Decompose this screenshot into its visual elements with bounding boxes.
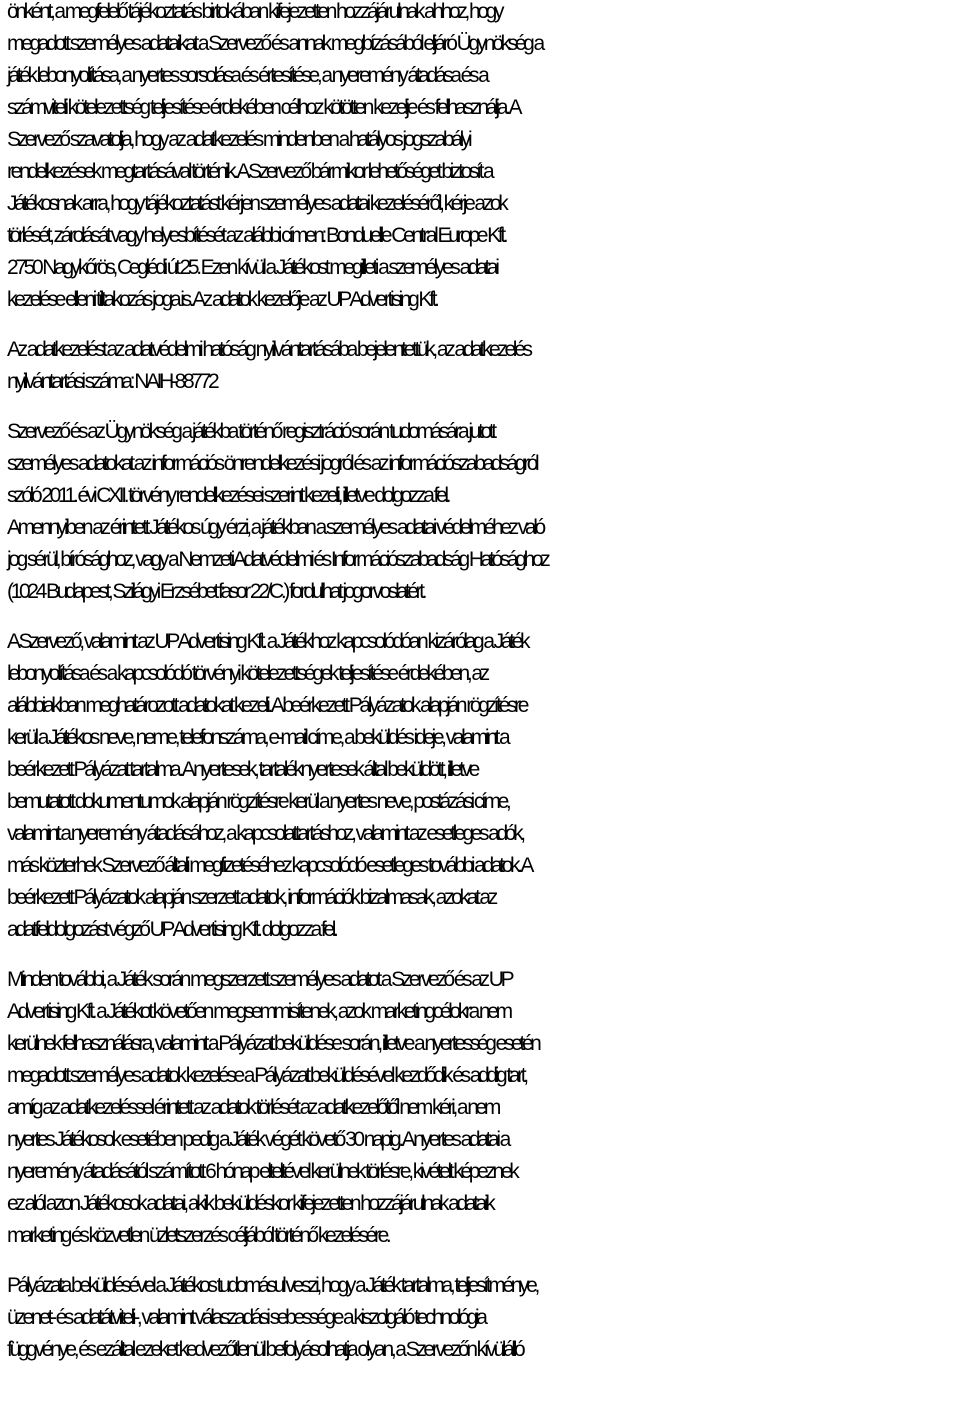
text-line: megadott személyes adatok kezelése a Pályázat beküldésével kezdődik és addig tart, [7, 1064, 526, 1087]
text-line: jog sérül, bírósághoz, vagy a Nemzeti Adatvédelmi és Információszabadság Hatósághoz [7, 548, 548, 571]
paragraph-6 [7, 1270, 955, 1366]
text-line: megadott személyes adataikat a Szervező és annak megbízásából eljáró Ügynökség a [7, 32, 542, 55]
text-line: nyertes Játékosok esetében pedig a Játék végét követő 30 napig. A nyertes adatai a [7, 1128, 508, 1151]
paragraph-spacer [7, 316, 955, 334]
paragraph-4 [7, 626, 955, 946]
text-line: függvénye, és ezáltal ezeket kedvezőtlenül befolyásolhatja olyan, a Szervezőn kívülálló [7, 1338, 523, 1361]
text-line: nyeremény átadásától számított 6 hónap elteltével kerülnek törlésre, kivételt képeznek [7, 1160, 517, 1183]
text-line: Szervező szavatolja, hogy az adatkezelés mindenben a hatályos jogszabályi [7, 128, 470, 151]
text-line: törlését, zárolását vagy helyesbítését az alábbi címen: Bonduelle Central Europe Kft. [7, 224, 506, 247]
text-line: rendelkezések megtartásával történik. A Szervező bármikor lehetőséget biztosít a [7, 160, 492, 183]
text-line: Advertising Kft. a Játékot követően megsemmisítenek, azok marketingcélokra nem [7, 1000, 510, 1023]
paragraph-spacer [7, 398, 955, 416]
document-page [7, 0, 955, 1366]
text-line: szóló 2011. évi CXII. törvény rendelkezései szerint kezeli, illetve dolgozza fel. [7, 484, 449, 507]
text-line: bemutatott dokumentumok alapján rögzítésre kerül a nyertes neve, postázási címe, [7, 790, 509, 813]
paragraph-spacer [7, 608, 955, 626]
text-line: kerül a Játékos neve, neme, telefonszáma, e-mail címe, a beküldés ideje, valamint a [7, 726, 508, 749]
text-line: A Szervező, valamint az UP Advertising Kft. a Játékhoz kapcsolódóan kizárólag a Játék [7, 630, 528, 653]
text-line: számviteli kötelezettség teljesítése érdekében célhoz kötötten kezelje és felhasználja. A [7, 96, 520, 119]
text-line: lebonyolítása és a kapcsolódó törvényi kötelezettségek teljesítése érdekében, az [7, 662, 487, 685]
text-line: Pályázata beküldésével a Játékos tudomásul veszi, hogy a Játék tartalma, teljesítménye, [7, 1274, 537, 1297]
paragraph-5 [7, 964, 955, 1252]
text-line: játék lebonyolítása, a nyertes sorsolása és értesítése, a nyeremény átadása és a [7, 64, 487, 87]
text-line: Szervező és az Ügynökség a játékba történő regisztráció során tudomására jutott [7, 420, 494, 443]
text-line: beérkezett Pályázatok alapján szerzett adatok, információk bizalmasak, azokat az [7, 886, 495, 909]
text-line: Játékosnak arra, hogy tájékoztatást kérjen személyes adatai kezeléséről, kérje azok [7, 192, 506, 215]
text-line: (1024 Budapest, Szilágyi Erzsébet fasor 22/C.) fordulhat jogorvoslatért. [7, 580, 425, 603]
text-line: ez alól azon Játékosok adatai, akik beküldéskor kifejezetten hozzájárulnak adataik [7, 1192, 493, 1215]
text-line: önként, a megfelelő tájékoztatás birtokában kifejezetten hozzájárulnak ahhoz, hogy [7, 0, 502, 23]
text-line: alábbiakban meghatározott adatokat kezeli. A beérkezett Pályázatok alapján rögzítésre [7, 694, 527, 717]
text-line: adatfeldolgozást végző UP Advertising Kft. dolgozza fel. [7, 918, 336, 941]
paragraph-spacer [7, 1252, 955, 1270]
text-line: kerülnek felhasználásra, valamint a Pályázat beküldése során, illetve a nyertesség esetén [7, 1032, 539, 1055]
text-line: amíg az adatkezeléssel érintett az adatok törlését az adatkezelőtől nem kéri, a nem [7, 1096, 499, 1119]
text-line: kezelése elleni tiltakozás joga is. Az adatok kezelője az UP Advertising Kft. [7, 288, 437, 311]
paragraph-1 [7, 0, 955, 316]
text-line: személyes adatokat az információs önrendelkezési jogról és az információszabadságról [7, 452, 537, 475]
text-line: beérkezett Pályázat tartalma. A nyertesek, tartaléknyertesek által beküldött, illetve [7, 758, 477, 781]
text-line: más közterhek Szervező általi megfizetéséhez kapcsolódó esetleges további adatok. A [7, 854, 532, 877]
text-line: Az adatkezelést az adatvédelmi hatóság nyilvántartásába bejelentettük, az adatkezelés [7, 338, 530, 361]
text-line: Minden további, a Játék során megszerzett személyes adatot a Szervező és az UP [7, 968, 512, 991]
paragraph-2 [7, 334, 955, 398]
text-line: valamint a nyeremény átadásához, a kapcsolattartáshoz, valamint az esetleges adók, [7, 822, 523, 845]
text-line: marketing és közvetlen üzletszerzés céljából történő kezelésére. [7, 1224, 389, 1247]
paragraph-spacer [7, 946, 955, 964]
text-line: 2750 Nagykőrös, Ceglédi út 25. Ezen kívül a Játékost megilleti a személyes adatai [7, 256, 497, 279]
paragraph-3 [7, 416, 955, 608]
text-line: Amennyiben az érintett Játékos úgy érzi, a játékban a személyes adatai védelméhez való [7, 516, 543, 539]
text-line: üzenet- és adatátviteli-, valamint válaszadási sebessége a kiszolgáló technológia [7, 1306, 485, 1329]
text-line: nyilvántartási száma: NAIH-88772 [7, 370, 217, 393]
